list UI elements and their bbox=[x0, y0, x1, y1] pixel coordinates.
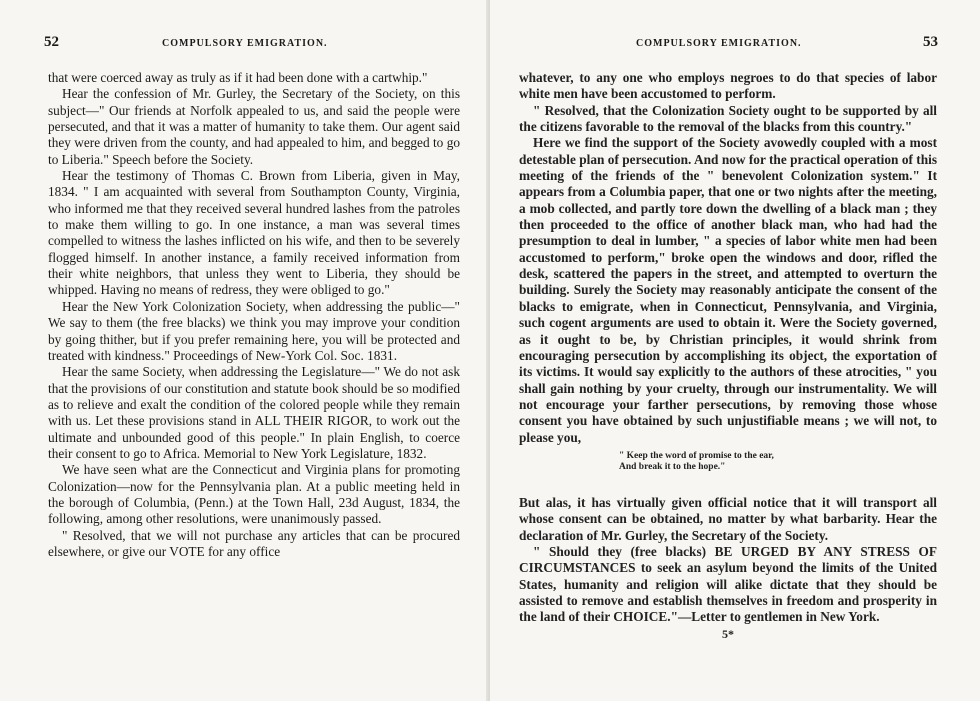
quoted-verse bbox=[619, 451, 937, 473]
right-paragraph-5: " Should they (free blacks) BE URGED BY ANY STRESS OF CIRCUMSTANCES to seek an asylum beyond the limits of the United States, humanity and religion will alike dictate that they should be assisted to remove and establish themselves in freedom and prosperity in the land of their CHOICE."—Letter to gentlemen in New York. bbox=[519, 543, 937, 625]
left-page-number: 52 bbox=[44, 34, 59, 50]
right-running-header bbox=[518, 34, 938, 56]
verse-line-1: " Keep the word of promise to the ear, bbox=[619, 450, 774, 461]
left-paragraph-7: " Resolved, that we will not purchase any articles that can be procured elsewhere, or give our VOTE for any office bbox=[48, 527, 460, 559]
left-running-head-title: COMPULSORY EMIGRATION. bbox=[162, 38, 328, 49]
right-body-text bbox=[519, 70, 937, 642]
left-body-text bbox=[48, 70, 460, 560]
right-page-number: 53 bbox=[923, 34, 938, 50]
right-paragraph-1: whatever, to any one who employs negroes to do that species of labor white men have been accustomed to perform. bbox=[519, 70, 937, 102]
left-paragraph-2: Hear the confession of Mr. Gurley, the Secretary of the Society, on this subject—" Our friends at Norfolk appealed to us, and said the people were persecuted, and that it was a matter of humanity to take them. Our agent said they were driven from the county, and had appealed to him, and begged to go to Liberia." Speech before the Society. bbox=[48, 86, 460, 167]
right-running-head-title: COMPULSORY EMIGRATION. bbox=[636, 38, 802, 49]
left-paragraph-3: Hear the testimony of Thomas C. Brown from Liberia, given in May, 1834. " I am acquainted with several from Southampton County, Virginia, who informed me that they received several hundred lashes from the patroles to make them willing to go. In one instance, a man was several times compelled to witness the lashes inflicted on his wife, and then to be severely flogged himself. In another instance, a family received information from their white neighbors, that unless they went to Liberia, they should be whipped. Having no means of redress, they were obliged to go." bbox=[48, 168, 460, 298]
left-paragraph-4: Hear the New York Colonization Society, when addressing the public—" We say to them (the free blacks) we think you may improve your condition by going thither, but if you prefer remaining here, you will be protected and treated with kindness." Proceedings of New-York Col. Soc. 1831. bbox=[48, 298, 460, 363]
left-running-header bbox=[44, 34, 464, 56]
left-paragraph-6: We have seen what are the Connecticut and Virginia plans for promoting Colonization—now for the Pennsylvania plan. At a public meeting held in the borough of Columbia, (Penn.) at the Town Hall, 23d August, 1834, the following, among other resolutions, were unanimously passed. bbox=[48, 462, 460, 527]
right-paragraph-3: Here we find the support of the Society avowedly coupled with a most detestable plan of persecution. And now for the practical operation of this meeting of the friends of the " benevolent Colonization system." It appears from a Columbia paper, that one or two nights after the meeting, a mob collected, and partly tore down the dwelling of a black man ; they then proceeded to the office of another black man, who had had the presumption to deal in lumber, " a species of labor white men had been accustomed to perform," broke open the windows and door, rifled the desk, scattered the papers in the street, and attempted to overturn the building. Surely the Society may reasonably anticipate the consent of the blacks to emigrate, when in Connecticut, Pennsylvania, and Virginia, such cogent arguments are used to obtain it. Were the Society governed, as it ought to be, by Christian principles, it would shrink from encouraging persecution by accomplishing its object, the exportation of its victims. It would say explicitly to the authors of these atrocities, " you shall gain nothing by your cruelty, through our instrumentality. We will not encourage your farther persecutions, by removing those whose consent you have obtained by such unjustifiable means ; we will not, to please you, bbox=[519, 135, 937, 445]
signature-mark: 5* bbox=[722, 626, 734, 641]
left-paragraph-5: Hear the same Society, when addressing the Legislature—" We do not ask that the provisions of our constitution and statute book should be so modified as to relieve and exalt the condition of the colored people while they remain with us. Let these provisions stand in ALL THEIR RIGOR, to work out the ultimate and unbounded good of this people." In plain English, to coerce their consent to go to Africa. Memorial to New York Legislature, 1832. bbox=[48, 364, 460, 461]
right-paragraph-4: But alas, it has virtually given official notice that it will transport all whose consent can be obtained, no matter by what barbarity. Hear the declaration of Mr. Gurley, the Secretary of the Society. bbox=[519, 494, 937, 543]
verse-line-2: And break it to the hope." bbox=[619, 461, 726, 472]
right-page bbox=[490, 0, 980, 701]
right-paragraph-2: " Resolved, that the Colonization Society ought to be supported by all the citizens favorable to the removal of the blacks from this country." bbox=[519, 102, 937, 135]
left-paragraph-1: that were coerced away as truly as if it had been done with a cartwhip." bbox=[48, 70, 428, 85]
